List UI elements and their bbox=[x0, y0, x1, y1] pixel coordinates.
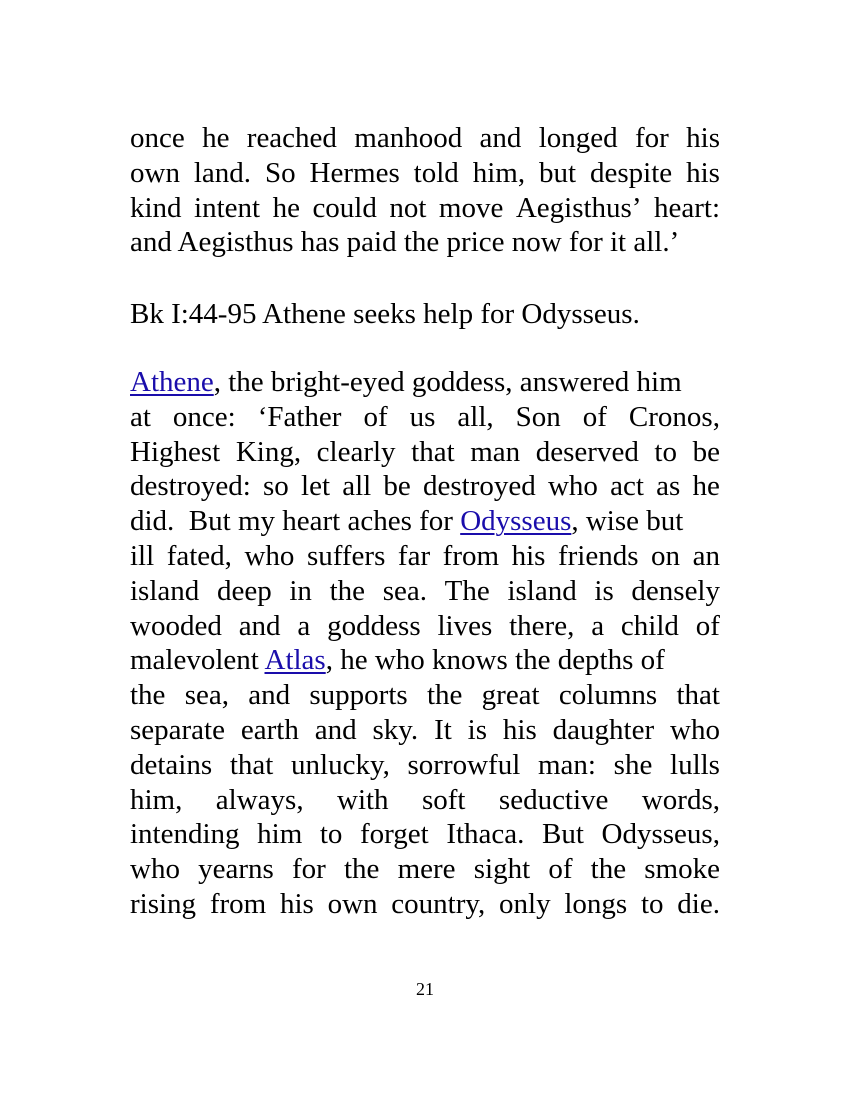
text-line: and Aegisthus has paid the price now for it all.’ bbox=[130, 226, 680, 259]
word: always, bbox=[215, 783, 304, 816]
text-line bbox=[130, 817, 720, 852]
word: for bbox=[635, 122, 669, 154]
athene-link[interactable]: Athene bbox=[130, 366, 214, 398]
word: for bbox=[291, 853, 326, 886]
text-line bbox=[130, 574, 720, 609]
word: act bbox=[610, 470, 644, 503]
word: Aegisthus’ bbox=[515, 191, 642, 224]
word: is bbox=[467, 713, 488, 746]
word: wooded bbox=[130, 609, 222, 642]
word: deep bbox=[216, 574, 272, 607]
word: is bbox=[594, 574, 614, 607]
word: destroyed: bbox=[130, 470, 251, 503]
word: of bbox=[363, 400, 388, 433]
line-text: , the bright-eyed goddess, answered him bbox=[213, 366, 682, 398]
word: let bbox=[301, 470, 331, 503]
word: separate bbox=[130, 713, 225, 746]
word: he bbox=[692, 470, 720, 503]
word: and bbox=[238, 609, 281, 642]
word: on bbox=[651, 539, 681, 572]
word: told bbox=[413, 156, 459, 189]
word: sight bbox=[473, 853, 531, 886]
word: as bbox=[656, 470, 681, 503]
text-line bbox=[130, 156, 720, 191]
section-heading bbox=[130, 297, 720, 332]
line-text: , he who knows the depths of bbox=[325, 644, 665, 677]
text-line bbox=[130, 435, 720, 470]
word: Hermes bbox=[309, 156, 400, 189]
word: daughter bbox=[552, 713, 655, 746]
word: columns bbox=[558, 679, 658, 712]
word: friends bbox=[557, 539, 639, 572]
word: die. bbox=[677, 887, 720, 920]
section-heading-text: Bk I:44-95 Athene seeks help for Odysseus. bbox=[130, 298, 640, 330]
word: and bbox=[479, 122, 522, 154]
word: his bbox=[686, 156, 720, 189]
line-text: did. But my heart aches for bbox=[130, 505, 461, 538]
word: who bbox=[547, 470, 598, 503]
word: King, bbox=[235, 435, 302, 468]
text-line bbox=[130, 887, 720, 922]
word: that bbox=[411, 435, 455, 468]
text-line bbox=[130, 365, 720, 400]
word: and bbox=[314, 713, 357, 746]
word: child bbox=[620, 609, 679, 642]
word: reached bbox=[246, 122, 337, 154]
word: lives bbox=[437, 609, 493, 642]
word: of bbox=[548, 853, 573, 886]
word: his bbox=[502, 713, 537, 746]
word: heart: bbox=[653, 191, 720, 224]
word: country, bbox=[391, 887, 486, 920]
word: the bbox=[590, 853, 627, 886]
word: us bbox=[409, 400, 436, 433]
word: own bbox=[130, 156, 180, 189]
word: from bbox=[209, 887, 267, 920]
line-text: , wise but bbox=[571, 505, 684, 538]
word: sea, bbox=[184, 679, 229, 712]
word: longed bbox=[538, 122, 618, 154]
word: at bbox=[130, 400, 151, 433]
word: land. bbox=[193, 156, 252, 189]
text-line bbox=[130, 713, 720, 748]
word: It bbox=[434, 713, 452, 746]
word: The bbox=[444, 574, 490, 607]
word: forget bbox=[360, 818, 429, 851]
word: island bbox=[130, 574, 200, 607]
word: the bbox=[130, 679, 166, 712]
word: who bbox=[670, 713, 720, 746]
text-line bbox=[130, 678, 720, 713]
word: sorrowful bbox=[407, 748, 521, 781]
word: Highest bbox=[130, 435, 221, 468]
word: a bbox=[297, 609, 311, 642]
word: ill bbox=[130, 539, 155, 572]
word: to bbox=[640, 887, 664, 920]
word: manhood bbox=[354, 122, 463, 154]
word: the bbox=[426, 679, 463, 712]
word: seductive bbox=[498, 783, 609, 816]
word: Odysseus, bbox=[601, 818, 720, 851]
word: far bbox=[397, 539, 431, 572]
text-line bbox=[130, 852, 720, 887]
word: be bbox=[692, 435, 720, 468]
word: longs bbox=[564, 887, 628, 920]
page-number: 21 bbox=[416, 979, 434, 999]
word: a bbox=[591, 609, 605, 642]
atlas-link[interactable]: Atlas bbox=[264, 644, 326, 677]
line-text: malevolent bbox=[130, 644, 265, 677]
word: once: bbox=[172, 400, 236, 433]
word: of bbox=[695, 609, 720, 642]
word: she bbox=[613, 748, 653, 781]
word: kind bbox=[130, 191, 182, 224]
word: densely bbox=[631, 574, 720, 607]
word: clearly bbox=[316, 435, 396, 468]
word: him, bbox=[472, 156, 526, 189]
word: Ithaca. bbox=[446, 818, 525, 851]
text-line bbox=[130, 400, 720, 435]
word: once bbox=[130, 122, 185, 154]
word: smoke bbox=[644, 853, 720, 886]
word: an bbox=[692, 539, 720, 572]
word: Cronos, bbox=[628, 400, 720, 433]
word: goddess bbox=[327, 609, 421, 642]
word: earth bbox=[240, 713, 299, 746]
word: all, bbox=[457, 400, 494, 433]
text-line bbox=[130, 748, 720, 783]
word: that bbox=[676, 679, 720, 712]
word: to bbox=[654, 435, 677, 468]
word: and bbox=[248, 679, 291, 712]
word: the bbox=[343, 853, 380, 886]
word: lulls bbox=[670, 748, 720, 781]
word: rising bbox=[130, 887, 197, 920]
word: only bbox=[499, 887, 551, 920]
word: but bbox=[539, 156, 577, 189]
word: man bbox=[470, 435, 521, 468]
word: him, bbox=[130, 783, 183, 816]
word: all bbox=[342, 470, 372, 503]
word: could bbox=[312, 191, 377, 224]
text-line bbox=[130, 191, 720, 226]
word: yearns bbox=[198, 853, 274, 886]
text-line bbox=[130, 121, 720, 156]
word: there, bbox=[509, 609, 575, 642]
word: with bbox=[337, 783, 389, 816]
word: move bbox=[438, 191, 504, 224]
word: sea. bbox=[382, 574, 427, 607]
word: island bbox=[507, 574, 577, 607]
word: mere bbox=[397, 853, 456, 886]
word: ‘Father bbox=[257, 400, 342, 433]
word: in bbox=[289, 574, 312, 607]
odysseus-link[interactable]: Odysseus bbox=[460, 505, 572, 538]
word: of bbox=[582, 400, 607, 433]
word: his bbox=[686, 122, 720, 154]
word: be bbox=[383, 470, 411, 503]
word: man: bbox=[537, 748, 596, 781]
word: so bbox=[263, 470, 289, 503]
word: the bbox=[329, 574, 366, 607]
word: from bbox=[442, 539, 500, 572]
word: unlucky, bbox=[291, 748, 390, 781]
word: suffers bbox=[306, 539, 386, 572]
paragraph-2 bbox=[130, 365, 720, 922]
text-line bbox=[130, 643, 720, 678]
word: Son bbox=[515, 400, 561, 433]
word: supports bbox=[309, 679, 408, 712]
word: to bbox=[319, 818, 343, 851]
word: who bbox=[130, 853, 180, 886]
word: intent bbox=[194, 191, 261, 224]
text-line bbox=[130, 539, 720, 574]
word: soft bbox=[421, 783, 466, 816]
word: his bbox=[279, 887, 314, 920]
paragraph-1 bbox=[130, 121, 720, 260]
word: that bbox=[229, 748, 274, 781]
word: words, bbox=[641, 783, 720, 816]
text-line bbox=[130, 504, 720, 539]
word: he bbox=[202, 122, 230, 154]
text-line bbox=[130, 783, 720, 818]
word: great bbox=[481, 679, 540, 712]
word: intending bbox=[130, 818, 240, 851]
text-line bbox=[130, 609, 720, 644]
word: he bbox=[272, 191, 300, 224]
word: despite bbox=[589, 156, 673, 189]
word: who bbox=[244, 539, 295, 572]
word: sky. bbox=[372, 713, 419, 746]
word: fated, bbox=[166, 539, 232, 572]
text-line bbox=[130, 469, 720, 504]
word: not bbox=[389, 191, 427, 224]
word: detains bbox=[130, 748, 213, 781]
word: So bbox=[264, 156, 296, 189]
word: him bbox=[257, 818, 303, 851]
word: deserved bbox=[535, 435, 639, 468]
word: destroyed bbox=[423, 470, 536, 503]
word: But bbox=[542, 818, 584, 851]
word: own bbox=[327, 887, 378, 920]
word: his bbox=[511, 539, 546, 572]
